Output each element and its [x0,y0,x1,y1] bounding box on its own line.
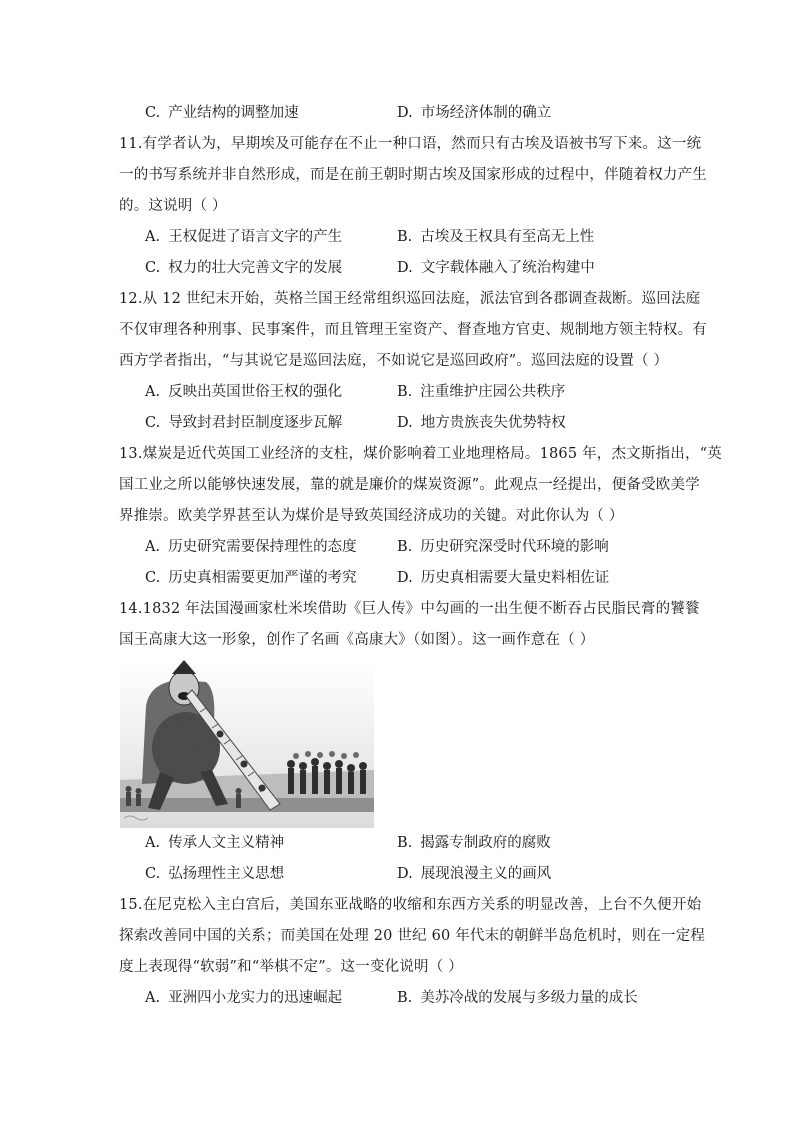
q12-stem-line-3: 西方学者指出，“与其说它是巡回法庭，不如说它是巡回政府”。巡回法庭的设置（ ） [119,353,669,369]
q12-option-a [145,383,342,401]
option-label: D. [397,570,413,586]
q15-option-b [397,989,638,1007]
option-label: D. [397,105,413,121]
q13-stem-line-3: 界推崇。欧美学界甚至认为煤价是导致英国经济成功的关键。对此你认为（ ） [119,508,624,524]
option-label: C. [145,415,161,431]
q13-stem-line-1 [119,445,722,463]
q11-stem-line-2: 一的书写系统并非自然形成，而是在前王朝时期古埃及国家形成的过程中，伴随着权力产生 [119,167,707,183]
q11-option-c [145,259,342,277]
q13-option-b [397,538,609,556]
q12-option-c [145,414,342,432]
option-text: 历史研究需要保持理性的态度 [168,539,357,555]
option-text: 反映出英国世俗王权的强化 [168,384,343,400]
option-label: C. [145,866,161,882]
q13-option-c [145,569,357,587]
q11-option-b [397,228,594,246]
option-text: 历史真相需要大量史料相佐证 [420,570,610,586]
q13-option-a [145,538,357,556]
q12-option-b [397,383,565,401]
q15-option-a [145,989,342,1007]
option-text: 传承人文主义精神 [168,835,285,851]
option-label: C. [145,105,161,121]
option-text: 揭露专制政府的腐败 [420,835,551,851]
stem-text: 有学者认为，早期埃及可能存在不止一种口语，然而只有古埃及语被书写下来。这一统 [142,136,702,152]
option-label: B. [397,229,413,245]
option-label: A. [145,990,161,1006]
q11-option-a [145,228,342,246]
option-label: A. [145,835,161,851]
option-text: 弘扬理性主义思想 [168,866,285,882]
stem-text: 煤炭是近代英国工业经济的支柱，煤价影响着工业地理格局。1865 年，杰文斯指出，“英 [142,446,722,462]
option-text: 导致封君封臣制度逐步瓦解 [168,415,343,431]
option-text: 展现浪漫主义的画风 [420,866,552,882]
q14-option-a [145,834,284,852]
option-label: B. [397,384,413,400]
q14-option-b [397,834,551,852]
q12-option-d [397,414,566,432]
option-label: B. [397,990,413,1006]
option-label: B. [397,835,413,851]
question-number: 15. [119,897,143,913]
question-number: 12. [119,291,143,307]
option-text: 文字载体融入了统治构建中 [420,260,595,276]
option-text: 王权促进了语言文字的产生 [168,229,343,245]
stem-text: 在尼克松入主白宫后，美国东亚战略的收缩和东西方关系的明显改善，上台不久便开始 [142,897,702,913]
option-label: B. [397,539,413,555]
gargantua-illustration [120,660,374,828]
option-text: 权力的壮大完善文字的发展 [168,260,343,276]
option-text: 注重维护庄园公共秩序 [420,384,566,400]
option-text: 历史真相需要更加严谨的考究 [168,570,357,586]
option-label: D. [397,260,413,276]
option-text: 历史研究深受时代环境的影响 [420,539,609,555]
q14-option-d [397,865,551,883]
q14-option-c [145,865,284,883]
option-label: A. [145,229,161,245]
q11-option-d [397,259,595,277]
stem-text: 从 12 世纪末开始，英格兰国王经常组织巡回法庭，派法官到各郡调查裁断。巡回法庭 [142,291,701,307]
q11-stem-line-3: 的。这说明（ ） [119,198,227,214]
q11-stem-line-1 [119,135,702,153]
q12-stem-line-2: 不仅审理各种刑事、民事案件，而且管理王室资产、督查地方官吏、规制地方领主特权。有 [119,322,707,338]
q10-option-c [145,104,299,122]
option-text: 地方贵族丧失优势特权 [420,415,566,431]
question-number: 14. [119,601,143,617]
q14-stem-line-1 [119,600,700,618]
q13-option-d [397,569,609,587]
option-label: C. [145,260,161,276]
option-text: 市场经济体制的确立 [420,105,552,121]
option-text: 产业结构的调整加速 [168,105,299,121]
q14-stem-line-2: 国王高康大这一形象，创作了名画《高康大》（如图）。这一画作意在（ ） [119,632,595,648]
q15-stem-line-1 [119,896,702,914]
option-label: C. [145,570,161,586]
question-number: 11. [119,136,143,152]
q15-stem-line-3: 度上表现得“软弱”和“举棋不定”。这一变化说明（ ） [119,959,463,975]
option-label: D. [397,415,413,431]
option-text: 亚洲四小龙实力的迅速崛起 [168,990,343,1006]
q15-stem-line-2: 探索改善同中国的关系；而美国在处理 20 世纪 60 年代末的朝鲜半岛危机时，则在一定程 [119,928,706,944]
option-label: D. [397,866,413,882]
question-number: 13. [119,446,143,462]
option-label: A. [145,539,161,555]
q12-stem-line-1 [119,290,701,308]
option-text: 美苏冷战的发展与多级力量的成长 [420,990,638,1006]
option-label: A. [145,384,161,400]
q13-stem-line-2: 国工业之所以能够快速发展，靠的就是廉价的煤炭资源”。此观点一经提出，便备受欧美学 [119,477,700,493]
q10-option-d [397,104,551,122]
stem-text: 1832 年法国漫画家杜米埃借助《巨人传》中勾画的一出生便不断吞占民脂民膏的饕餮 [142,601,700,617]
option-text: 古埃及王权具有至高无上性 [420,229,595,245]
